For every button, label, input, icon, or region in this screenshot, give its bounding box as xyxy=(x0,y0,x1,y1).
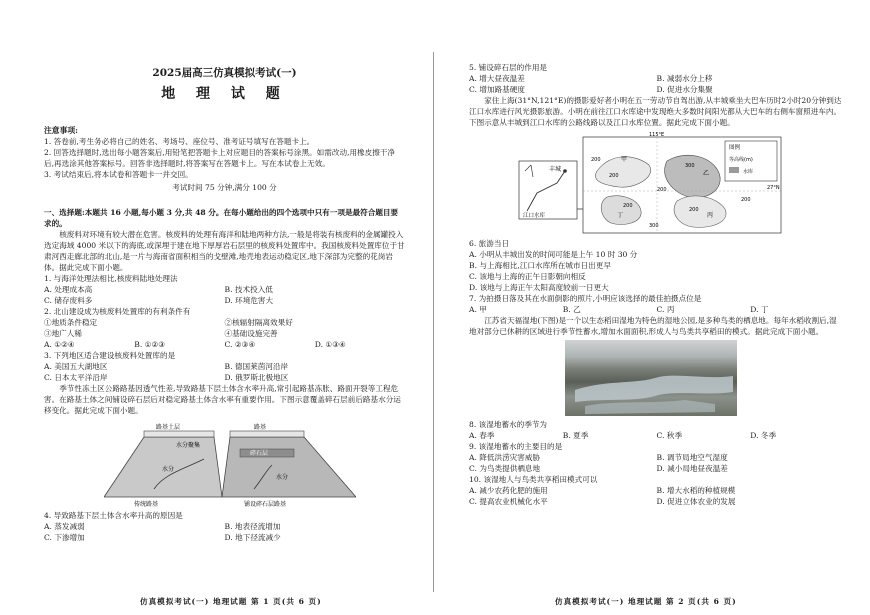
fig2-label: 丁 xyxy=(617,212,624,219)
option-c[interactable]: C. 为鸟类提供栖息地 xyxy=(469,464,541,473)
option-c[interactable]: C. 丙 xyxy=(656,305,675,314)
question-3 xyxy=(44,350,405,383)
passage-nuclear-waste: 核废料对环境有较大潜在危害。核废料的处理有海洋和陆地两种方法,一般是将装有核废料的金属罐投入选定海域 4000 米以下的海底,或深埋于建在地下厚厚岩石层里的核废料处置库中。我国核废料处置库位于甘肃河西走廊北部的北山,是一片与海南省面积相当的戈壁滩,地壳地表运动稳定区,地下深部为完整的花岗岩体。据此完成下面小题。 xyxy=(44,229,405,272)
fig2-label: 27°N xyxy=(767,185,780,191)
option-a[interactable]: A. 增大昼夜温差 xyxy=(469,74,525,83)
notice-heading: 注意事项: xyxy=(44,125,79,135)
option-d[interactable]: D. 俄罗斯北极地区 xyxy=(224,372,289,382)
fig1-label: 碎石层 xyxy=(250,449,269,457)
option-a[interactable]: A. 处理成本高 xyxy=(44,284,93,294)
option-a[interactable]: A. 蒸发减弱 xyxy=(44,521,85,531)
option-b[interactable]: B. 地表径流增加 xyxy=(224,521,281,531)
notice-item: 2. 回答选择题时,选出每小题答案后,用铅笔把答题卡上对应题目的答案标号涂黑。如需改动,用橡皮擦干净后,再选涂其他答案标号。回答非选择题时,将答案写在答题卡上。写在本试卷上无效。 xyxy=(44,147,396,168)
page-footer: 仿真模拟考试(一) 地理试题 第 2 页(共 6 页) xyxy=(555,597,737,606)
option-a[interactable]: A. 减少农药化肥的施用 xyxy=(469,486,548,495)
notice-item: 1. 答卷前,考生务必将自己的姓名、考场号、座位号、准考证号填写在答题卡上。 xyxy=(44,136,315,146)
fig1-label: 铺设碎石层路基 xyxy=(244,500,287,507)
option-c[interactable]: C. ②③④ xyxy=(224,339,256,349)
condition-item: ①地质条件稳定 xyxy=(44,317,98,327)
section-heading: 一、选择题:本题共 16 小题,每小题 3 分,共 48 分。在每小题给出的四个选项中只有一项是最符合题目要求的。 xyxy=(44,207,399,228)
option-d[interactable]: D. 该地与上海正午太阳高度较前一日更大 xyxy=(469,283,609,292)
notice-item: 3. 考试结束后,将本试卷和答题卡一并交回。 xyxy=(44,169,193,179)
condition-item: ②核辐射隔离效果好 xyxy=(224,317,293,327)
option-c[interactable]: C. 增加路基硬度 xyxy=(469,85,525,94)
option-c[interactable]: C. 提高农业机械化水平 xyxy=(469,497,548,506)
fig2-label: 乙 xyxy=(703,170,710,177)
option-c[interactable]: C. 储存废料多 xyxy=(44,295,93,305)
fig2-label: 200 xyxy=(591,157,601,163)
option-d[interactable]: D. ①③④ xyxy=(314,339,346,349)
option-a[interactable]: A. 甲 xyxy=(469,305,487,314)
option-b[interactable]: B. 技术投入低 xyxy=(224,284,273,294)
reservoir-map-figure xyxy=(517,131,783,235)
fig2-label: 丙 xyxy=(707,212,714,219)
option-d[interactable]: D. 冬季 xyxy=(750,431,777,440)
question-2 xyxy=(44,306,405,350)
option-c[interactable]: C. 秋季 xyxy=(656,431,683,440)
question-stem: 6. 旅游当日 xyxy=(469,239,510,248)
fig2-label: 115°E xyxy=(649,132,665,138)
question-stem: 4. 导致路基下层土体含水率升高的原因是 xyxy=(44,510,183,520)
fig2-label: 图例 xyxy=(729,145,741,151)
passage-roadbed: 季节性冻土区公路路基因透气性差,导致路基下层土体含水率升高,常引起路基冻胀、路面开裂等工程危害。在路基土体之间铺设碎石层后对稳定路基土体含水率有重要作用。下图示意覆盖碎石层前后路基水分运移变化。据此完成下面小题。 xyxy=(44,383,401,415)
option-a[interactable]: A. 小明从丰城出发的时间可能是上午 10 时 30 分 xyxy=(469,250,638,259)
option-d[interactable]: D. 促进立体农业的发展 xyxy=(656,497,736,506)
option-b[interactable]: B. 德国莱茵河沿岸 xyxy=(224,361,289,371)
fig1-label: 水分 xyxy=(162,465,175,473)
question-8 xyxy=(469,419,844,441)
passage-wetland: 江苏省天福湿地(下图)是一个以生态稻田湿地为特色的湿地公园,是多种鸟类的栖息地。每年水稻收割后,湿地对部分已休耕的区域进行季节性蓄水,增加水面面积,形成人与鸟类共享稻田的模式。据此完成下面小题。 xyxy=(469,316,837,336)
fig2-label: 200 xyxy=(623,203,633,209)
condition-item: ④基础设施完善 xyxy=(224,328,278,338)
question-10 xyxy=(469,474,844,507)
option-b[interactable]: B. 增大水稻的种植规模 xyxy=(656,486,736,495)
page-footer: 仿真模拟考试(一) 地理试题 第 1 页(共 6 页) xyxy=(140,597,322,606)
condition-item: ③地广人稀 xyxy=(44,328,82,338)
question-1 xyxy=(44,273,405,306)
fig1-label: 水分聚集 xyxy=(176,441,201,449)
option-a[interactable]: A. 春季 xyxy=(469,431,495,440)
fig1-label: 路基 xyxy=(254,423,267,431)
question-stem: 2. 北山建设成为核废料处置库的有利条件有 xyxy=(44,306,191,316)
option-d[interactable]: D. 减小局地昼夜温差 xyxy=(656,464,728,473)
fig2-label: 300 xyxy=(685,163,695,169)
fig2-label: 300 xyxy=(649,223,659,229)
roadbed-figure xyxy=(104,419,356,507)
fig2-label: 200 xyxy=(657,187,667,193)
exam-time-line: 考试时间 75 分钟,满分 100 分 xyxy=(172,182,277,192)
question-stem: 8. 该湿地蓄水的季节为 xyxy=(469,420,548,429)
fig2-label: 水库 xyxy=(743,169,754,175)
fig2-label: 等高线(m) xyxy=(729,157,753,163)
option-c[interactable]: C. 该地与上海的正午日影朝向相反 xyxy=(469,272,586,281)
fig2-label: 丰城 xyxy=(549,166,562,173)
question-stem: 3. 下列地区适合建设核废料处置库的是 xyxy=(44,350,176,360)
page-2 xyxy=(435,0,870,615)
fig2-label: 甲 xyxy=(621,156,628,163)
option-d[interactable]: D. 丁 xyxy=(750,305,769,314)
option-d[interactable]: D. 环境危害大 xyxy=(224,295,274,305)
option-b[interactable]: B. 乙 xyxy=(562,305,581,314)
option-d[interactable]: D. 促进水分集聚 xyxy=(656,85,713,94)
fig2-label: 江口水库 xyxy=(523,213,546,219)
fig1-label: 传统路基 xyxy=(134,500,159,507)
exam-title: 2025届高三仿真模拟考试(一) xyxy=(152,67,297,79)
option-a[interactable]: A. ①②④ xyxy=(44,339,75,349)
exam-subtitle: 地 理 试 题 xyxy=(161,86,288,103)
option-a[interactable]: A. 美国五大湖地区 xyxy=(44,361,108,371)
question-4 xyxy=(44,510,405,543)
option-d[interactable]: D. 地下径流减少 xyxy=(224,532,281,542)
passage-reservoir-trip: 家住上海(31°N,121°E)的摄影爱好者小明在五一劳动节自驾出游,从丰城乘坐大巴车历时2小时20分钟到达江口水库进行风光摄影旅游。小明在前往江口水库途中发现绝大多数时间阳光都从大巴车的右侧车窗照进车内。下图示意从丰城到江口水库的公路线路以及江口水库位置。据此完成下面小题。 xyxy=(469,96,842,127)
option-b[interactable]: B. 与上海相比,江口水库所在城市日出更早 xyxy=(469,261,611,270)
fig2-label: 200 xyxy=(741,197,751,203)
fig1-label: 水分 xyxy=(276,473,289,481)
question-7 xyxy=(469,293,844,315)
wetland-photo xyxy=(565,340,737,416)
option-b[interactable]: B. 夏季 xyxy=(562,431,589,440)
question-6 xyxy=(469,238,844,293)
option-a[interactable]: A. 降低洪涝灾害威胁 xyxy=(469,453,541,462)
fig1-label: 路基土层 xyxy=(156,423,181,431)
question-5 xyxy=(469,62,844,95)
question-9 xyxy=(469,441,844,474)
fig2-label: 200 xyxy=(689,207,699,213)
option-c[interactable]: C. 下渗增加 xyxy=(44,532,85,542)
question-stem: 7. 为拍摄日落及其在水面倒影的照片,小明应该选择的最佳拍摄点位是 xyxy=(469,294,702,303)
fig2-label: 200 xyxy=(609,173,619,179)
option-b[interactable]: B. 调节局地空气湿度 xyxy=(656,453,728,462)
option-b[interactable]: B. ①②③ xyxy=(134,339,166,349)
question-stem: 1. 与海洋处理法相比,核废料陆地处理法 xyxy=(44,273,178,283)
question-stem: 10. 该湿地人与鸟类共享稻田模式可以 xyxy=(469,475,598,484)
option-c[interactable]: C. 日本太平洋沿岸 xyxy=(44,372,108,382)
question-stem: 5. 铺设碎石层的作用是 xyxy=(469,63,548,72)
question-stem: 9. 该湿地蓄水的主要目的是 xyxy=(469,442,563,451)
option-b[interactable]: B. 减弱水分上移 xyxy=(656,74,713,83)
